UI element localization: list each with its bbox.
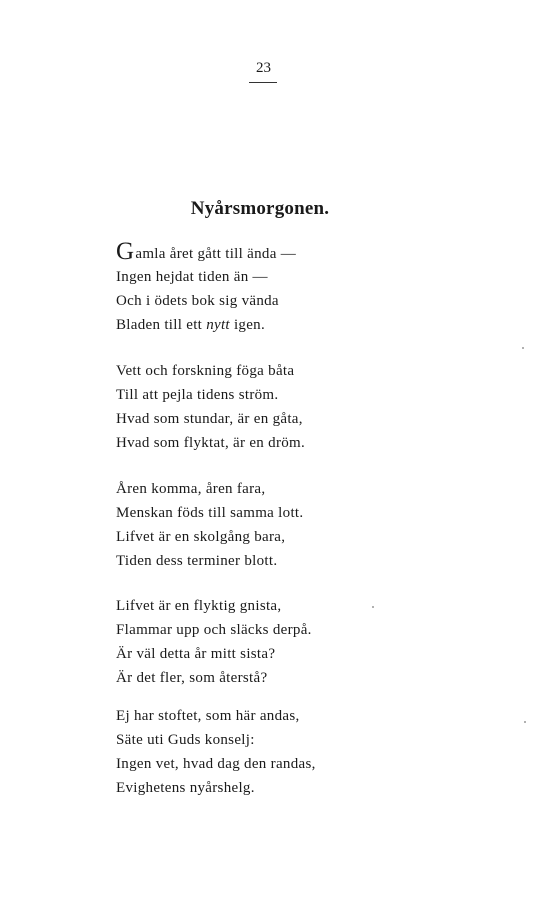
- paper-speck: [372, 606, 374, 608]
- poem-line: [116, 313, 536, 337]
- poem-line-text: amla året gått till ända —: [135, 246, 297, 262]
- drop-cap: G: [116, 238, 135, 265]
- paper-speck: [522, 347, 524, 349]
- poem-line: Flammar upp och släcks derpå.: [116, 622, 312, 638]
- stanza-3: [116, 477, 536, 573]
- stanza-1: [116, 238, 536, 337]
- emphasized-word: nytt: [206, 317, 230, 333]
- paper-speck: [524, 721, 526, 723]
- poem-line: Åren komma, åren fara,: [116, 481, 266, 497]
- page-number-rule: [249, 82, 277, 83]
- poem-title: Nyårsmorgonen.: [190, 198, 330, 219]
- stanza-4: [116, 594, 536, 690]
- poem-line-text: igen.: [229, 317, 266, 333]
- poem-line: Säte uti Guds konselj:: [116, 732, 255, 748]
- poem-line: Ej har stoftet, som här andas,: [116, 708, 300, 724]
- poem-line: Hvad som flyktat, är en dröm.: [116, 435, 306, 451]
- poem-line: [116, 238, 536, 265]
- poem-line: Hvad som stundar, är en gåta,: [116, 411, 303, 427]
- stanza-2: [116, 359, 536, 455]
- poem-line: Ingen hejdat tiden än —: [116, 269, 268, 285]
- stanza-5: [116, 704, 536, 800]
- poem-line: Och i ödets bok sig vända: [116, 293, 279, 309]
- poem-line: Lifvet är en flyktig gnista,: [116, 598, 282, 614]
- page-number: 23: [256, 60, 271, 76]
- poem-line: Ingen vet, hvad dag den randas,: [116, 756, 316, 772]
- poem-line: Lifvet är en skolgång bara,: [116, 529, 286, 545]
- poem-line: Menskan föds till samma lott.: [116, 505, 304, 521]
- poem-line: Vett och forskning föga båta: [116, 363, 295, 379]
- poem-line: Är väl detta år mitt sista?: [116, 646, 276, 662]
- poem-line: Är det fler, som återstå?: [116, 670, 268, 686]
- poem-line: Evighetens nyårshelg.: [116, 780, 255, 796]
- poem-body: [116, 238, 536, 800]
- poem-line: Till att pejla tidens ström.: [116, 387, 279, 403]
- poem-line-text: Bladen till ett: [116, 317, 207, 333]
- poem-line: Tiden dess terminer blott.: [116, 553, 278, 569]
